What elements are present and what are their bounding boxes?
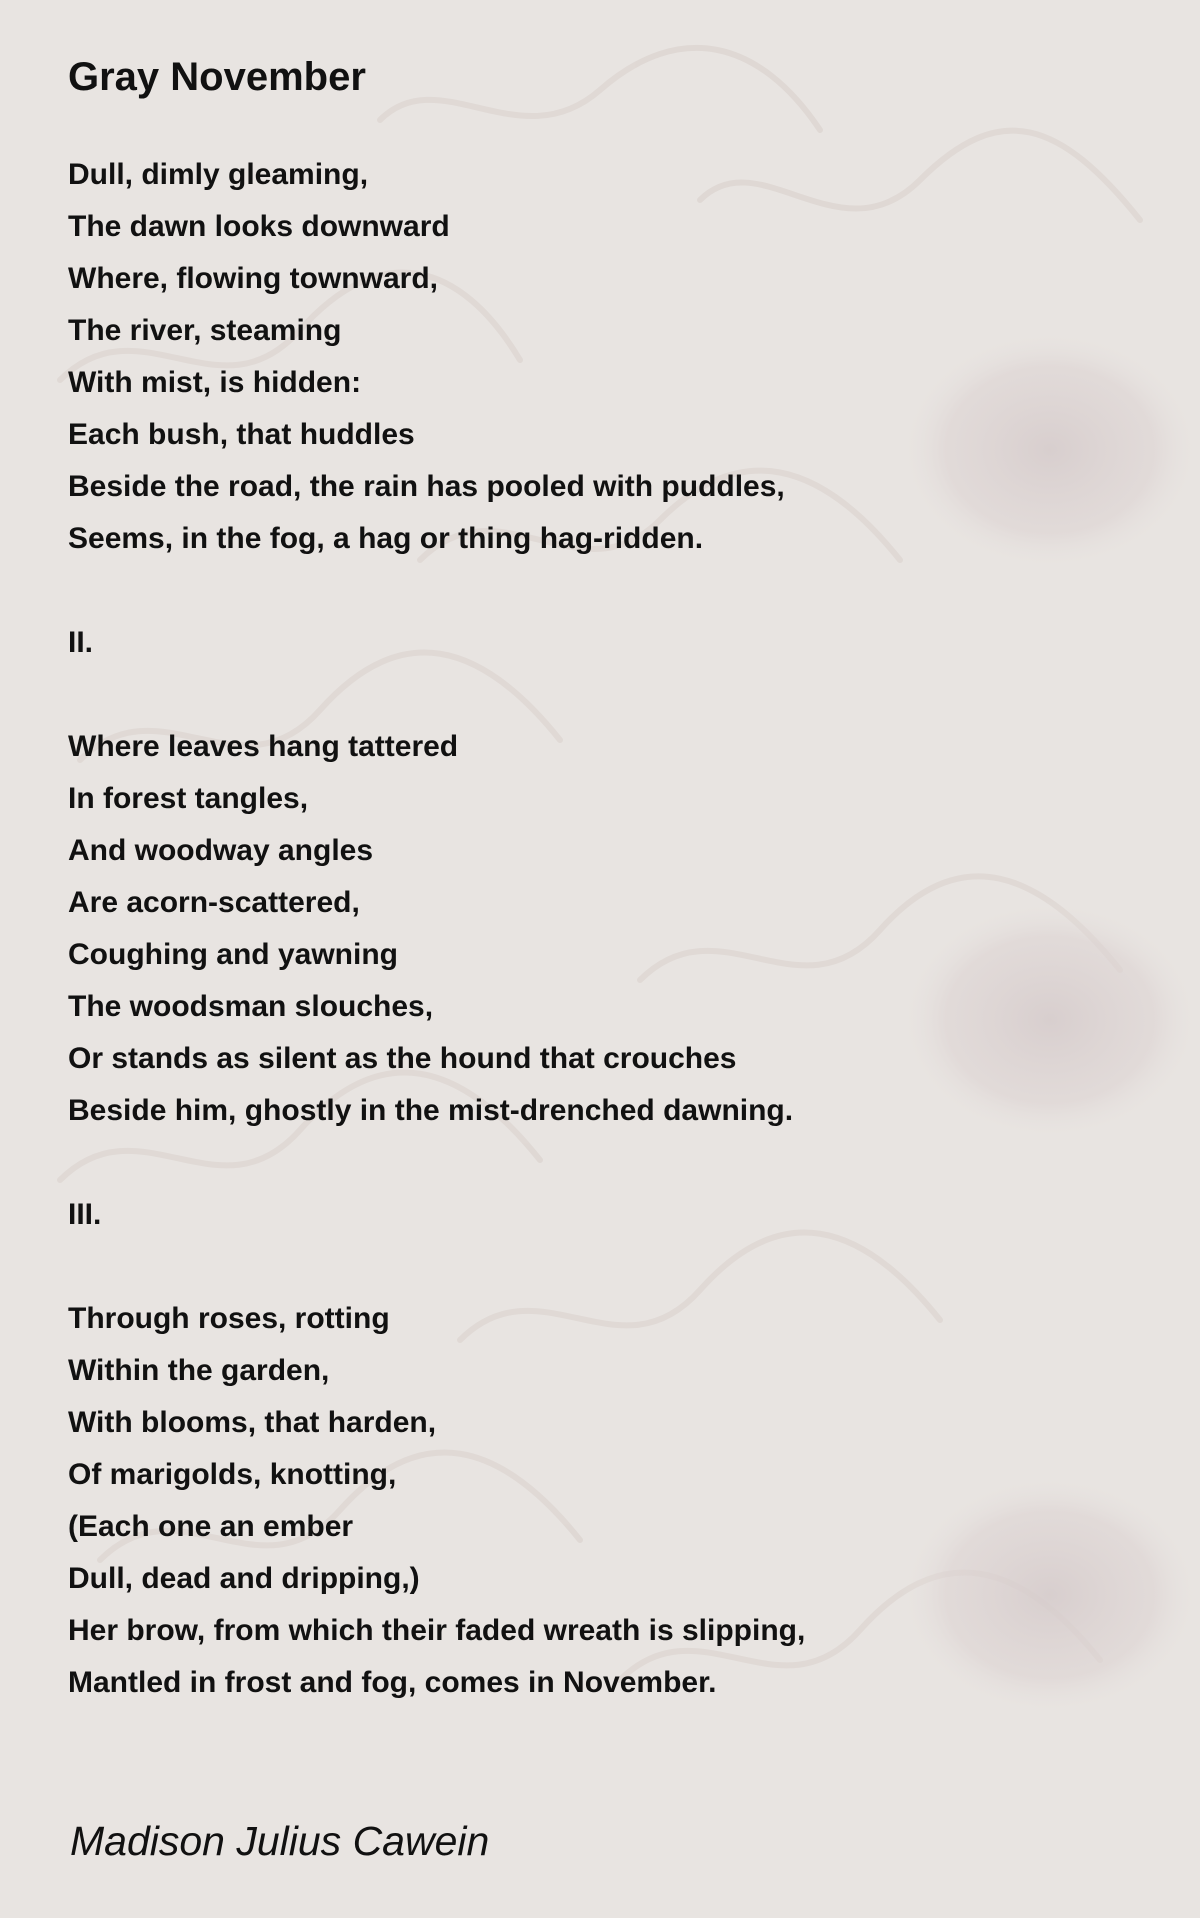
poem-line: With blooms, that harden, [68,1406,437,1439]
poem-line: In forest tangles, [68,782,309,815]
stanza-gap [68,565,1148,617]
poem-line: With mist, is hidden: [68,366,362,399]
poem-line: The dawn looks downward [68,210,450,243]
poem-line: Mantled in frost and fog, comes in November. [68,1666,717,1699]
poem-line: Dull, dead and dripping,) [68,1562,420,1595]
poem-line: II. [68,626,94,659]
poem-line: The river, steaming [68,314,342,347]
poem-line: Within the garden, [68,1354,330,1387]
poem-line: Beside the road, the rain has pooled with puddles, [68,470,785,503]
stanza-gap [68,1241,1148,1293]
stanza-gap [68,1137,1148,1189]
poem-line: Where, flowing townward, [68,262,438,295]
poem-line: Or stands as silent as the hound that crouches [68,1042,737,1075]
stanza-gap [68,669,1148,721]
poem-container [68,52,1148,1709]
poem-line: Her brow, from which their faded wreath is slipping, [68,1614,806,1647]
poem-line: Of marigolds, knotting, [68,1458,397,1491]
poem-body [68,149,1148,1709]
poem-line: Dull, dimly gleaming, [68,158,369,191]
poem-line: Beside him, ghostly in the mist-drenched dawning. [68,1094,794,1127]
poem-line: Where leaves hang tattered [68,730,459,763]
poem-line: Through roses, rotting [68,1302,390,1335]
poem-line: The woodsman slouches, [68,990,434,1023]
poem-line: And woodway angles [68,834,374,867]
poem-title: Gray November [68,55,366,99]
poem-line: Coughing and yawning [68,938,398,971]
poem-line: (Each one an ember [68,1510,354,1543]
poem-line: III. [68,1198,102,1231]
poem-author: Madison Julius Cawein [70,1818,490,1864]
poem-line: Each bush, that huddles [68,418,415,451]
poem-line: Are acorn-scattered, [68,886,360,919]
poem-line: Seems, in the fog, a hag or thing hag-ridden. [68,522,704,555]
